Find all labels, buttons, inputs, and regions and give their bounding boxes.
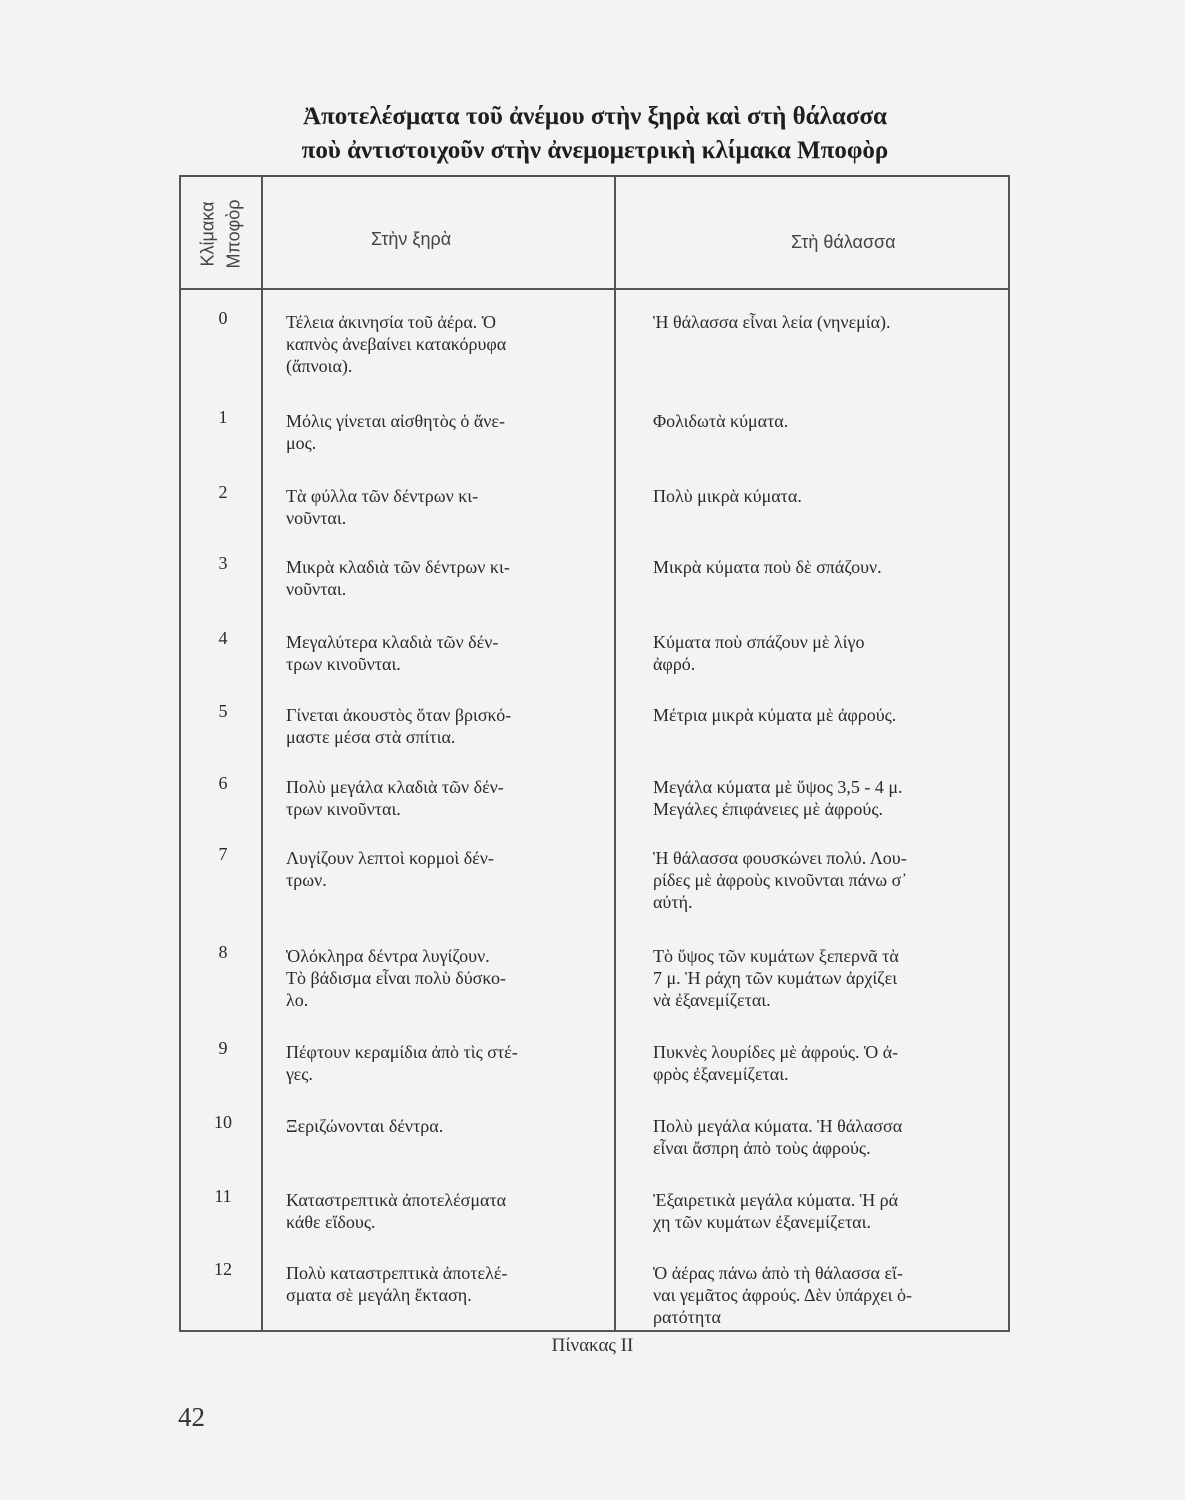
row-sea-effect: [653, 1041, 993, 1085]
row-sea-effect: [653, 410, 993, 432]
row-sea-effect: [653, 1262, 993, 1328]
row-land-line: Πέφτουν κεραμίδια ἀπὸ τὶς στέ-: [286, 1042, 518, 1062]
row-scale-number: 4: [218, 628, 228, 648]
row-sea-line: ρατότητα: [653, 1307, 721, 1327]
row-land-line: νοῦνται.: [286, 579, 347, 599]
row-land-line: κάθε εἴδους.: [286, 1212, 376, 1232]
row-scale-number: 10: [214, 1112, 232, 1132]
row-sea-effect: [653, 776, 993, 820]
row-land-effect: [286, 485, 616, 529]
table-caption: Πίνακας ΙΙ: [551, 1335, 634, 1356]
row-sea-effect: [653, 485, 993, 507]
row-land-effect: [286, 776, 616, 820]
row-land-effect: [286, 631, 616, 675]
row-land-line: Καταστρεπτικὰ ἀποτελέσματα: [286, 1190, 507, 1210]
row-land-line: νοῦνται.: [286, 508, 347, 528]
row-sea-line: Μεγάλα κύματα μὲ ὕψος 3,5 - 4 μ.: [653, 777, 903, 797]
row-land-line: λο.: [286, 990, 309, 1010]
row-sea-line: ἀφρό.: [653, 654, 696, 674]
row-scale-number: 0: [218, 308, 228, 328]
row-land-effect: [286, 704, 616, 748]
row-sea-line: χη τῶν κυμάτων ἐξανεμίζεται.: [653, 1212, 871, 1232]
row-land-line: Πολὺ καταστρεπτικὰ ἀποτελέ-: [286, 1263, 508, 1283]
row-land-line: Γίνεται ἀκουστὸς ὅταν βρισκό-: [286, 705, 512, 725]
table-title: [150, 100, 1040, 168]
row-sea-line: Ἐξαιρετικὰ μεγάλα κύματα. Ἡ ρά: [653, 1190, 899, 1210]
row-sea-line: Μέτρια μικρὰ κύματα μὲ ἀφρούς.: [653, 705, 897, 725]
row-sea-effect: [653, 1115, 993, 1159]
row-scale-number: 1: [218, 407, 228, 427]
header-scale-line-2: Μποφὸρ: [224, 198, 244, 269]
row-sea-effect: [653, 704, 993, 726]
row-sea-line: Μικρὰ κύματα ποὺ δὲ σπάζουν.: [653, 557, 882, 577]
title-line-1: Ἀποτελέσματα τοῦ ἀνέμου στὴν ξηρὰ καὶ στὴ θάλασσα: [303, 103, 887, 130]
row-land-line: γες.: [286, 1064, 313, 1084]
row-sea-line: Φολιδωτὰ κύματα.: [653, 411, 789, 431]
row-sea-line: ναι γεμᾶτος ἀφρούς. Δὲν ὑπάρχει ὁ-: [653, 1285, 912, 1305]
row-sea-line: νὰ ἐξανεμίζεται.: [653, 990, 771, 1010]
row-scale-number: 7: [218, 844, 228, 864]
row-land-line: Τὰ φύλλα τῶν δέντρων κι-: [286, 486, 479, 506]
row-sea-line: Μεγάλες ἐπιφάνειες μὲ ἀφρούς.: [653, 799, 883, 819]
row-land-effect: [286, 1262, 616, 1306]
row-land-line: Μόλις γίνεται αἰσθητὸς ὁ ἄνε-: [286, 411, 505, 431]
row-scale-number: 6: [218, 773, 228, 793]
row-sea-line: αὐτή.: [653, 892, 693, 912]
row-land-line: τρων κινοῦνται.: [286, 654, 401, 674]
row-sea-line: Ὁ ἀέρας πάνω ἀπὸ τὴ θάλασσα εἴ-: [653, 1263, 903, 1283]
row-sea-line: φρὸς ἐξανεμίζεται.: [653, 1064, 789, 1084]
row-land-line: Λυγίζουν λεπτοὶ κορμοὶ δέν-: [286, 848, 494, 868]
row-land-line: τρων κινοῦνται.: [286, 799, 401, 819]
row-land-effect: [286, 945, 616, 1011]
row-scale-number: 9: [218, 1038, 228, 1058]
header-sea: Στὴ θάλασσα: [791, 232, 896, 252]
row-land-effect: [286, 847, 616, 891]
row-land-effect: [286, 1041, 616, 1085]
row-sea-line: ρίδες μὲ ἀφροὺς κινοῦνται πάνω σ᾽: [653, 870, 908, 890]
row-land-line: μος.: [286, 433, 317, 453]
row-sea-effect: [653, 1189, 993, 1233]
row-sea-effect: [653, 311, 993, 333]
row-sea-line: Ἡ θάλασσα φουσκώνει πολύ. Λου-: [653, 848, 907, 868]
row-sea-line: εἶναι ἄσπρη ἀπὸ τοὺς ἀφρούς.: [653, 1138, 871, 1158]
row-land-line: (ἄπνοια).: [286, 356, 353, 376]
row-land-line: Τέλεια ἀκινησία τοῦ ἀέρα. Ὁ: [286, 312, 497, 332]
row-sea-line: 7 μ. Ἡ ράχη τῶν κυμάτων ἀρχίζει: [653, 968, 898, 988]
row-land-line: Μεγαλύτερα κλαδιὰ τῶν δέν-: [286, 632, 499, 652]
row-land-effect: [286, 556, 616, 600]
row-sea-line: Ἡ θάλασσα εἶναι λεία (νηνεμία).: [653, 312, 891, 332]
row-sea-effect: [653, 847, 993, 913]
header-scale: [181, 177, 261, 290]
row-scale-number: 11: [214, 1186, 232, 1206]
row-sea-line: Πολὺ μεγάλα κύματα. Ἡ θάλασσα: [653, 1116, 903, 1136]
row-land-line: σματα σὲ μεγάλη ἔκταση.: [286, 1285, 472, 1305]
row-sea-line: Τὸ ὕψος τῶν κυμάτων ξεπερνᾶ τὰ: [653, 946, 899, 966]
header-divider: [181, 288, 1008, 290]
page-number: 42: [178, 1402, 205, 1432]
row-land-line: Πολὺ μεγάλα κλαδιὰ τῶν δέν-: [286, 777, 504, 797]
row-sea-line: Πολὺ μικρὰ κύματα.: [653, 486, 802, 506]
row-sea-effect: [653, 945, 993, 1011]
row-land-line: Ὁλόκληρα δέντρα λυγίζουν.: [286, 946, 490, 966]
header-land: Στὴν ξηρὰ: [371, 229, 452, 249]
row-land-line: τρων.: [286, 870, 327, 890]
row-sea-effect: [653, 556, 993, 578]
row-land-effect: [286, 1115, 616, 1137]
row-scale-number: 2: [218, 482, 228, 502]
row-scale-number: 8: [218, 942, 228, 962]
row-sea-line: Κύματα ποὺ σπάζουν μὲ λίγο: [653, 632, 865, 652]
header-scale-line-1: Κλίμακα: [198, 201, 218, 266]
row-land-effect: [286, 311, 616, 377]
column-divider-scale: [261, 177, 263, 1330]
row-sea-line: Πυκνὲς λουρίδες μὲ ἀφρούς. Ὁ ἀ-: [653, 1042, 899, 1062]
row-land-line: μαστε μέσα στὰ σπίτια.: [286, 727, 456, 747]
row-scale-number: 3: [218, 553, 228, 573]
row-sea-effect: [653, 631, 993, 675]
row-scale-number: 12: [214, 1259, 232, 1279]
row-land-line: Μικρὰ κλαδιὰ τῶν δέντρων κι-: [286, 557, 510, 577]
row-land-line: Τὸ βάδισμα εἶναι πολὺ δύσκο-: [286, 968, 506, 988]
row-land-line: καπνὸς ἀνεβαίνει κατακόρυφα: [286, 334, 507, 354]
row-land-effect: [286, 410, 616, 454]
row-scale-number: 5: [218, 701, 228, 721]
beaufort-table: [179, 175, 1010, 1332]
row-land-line: Ξεριζώνονται δέντρα.: [286, 1116, 444, 1136]
title-line-2: ποὺ ἀντιστοιχοῦν στὴν ἀνεμομετρικὴ κλίμακα Μποφὸρ: [301, 137, 889, 164]
row-land-effect: [286, 1189, 616, 1233]
